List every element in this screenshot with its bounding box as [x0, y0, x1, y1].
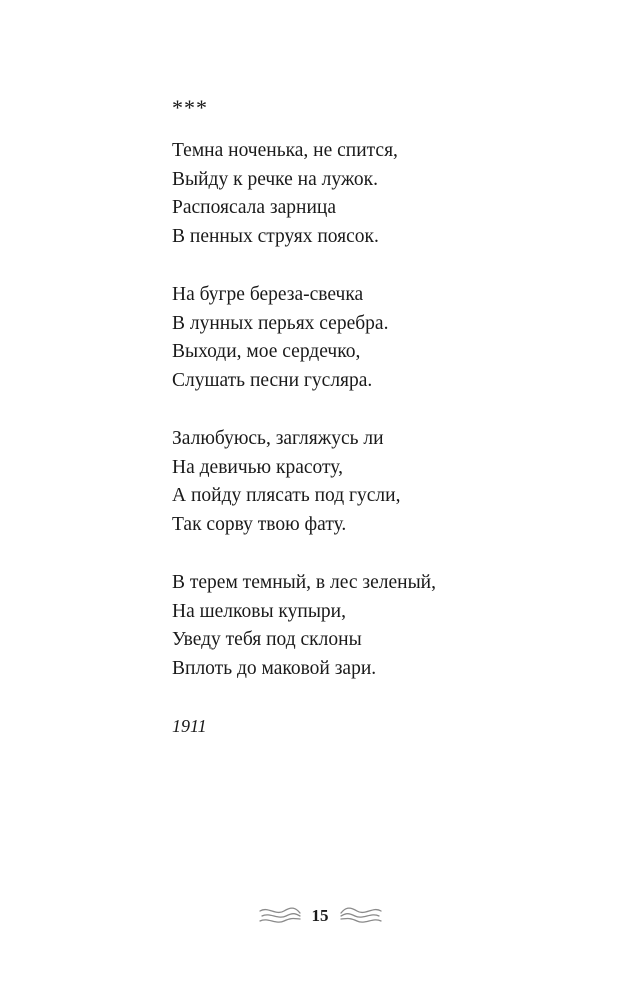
poem-line: Слушать песни гусляра. [172, 369, 373, 391]
poem-line: На шелковы купыри, [172, 600, 346, 622]
poem-line: Выйду к речке на лужок. [172, 168, 378, 190]
poem-line: Вплоть до маковой зари. [172, 657, 377, 679]
poem-line: В пенных струях поясок. [172, 225, 379, 247]
stanza-2 [172, 281, 592, 395]
poem-line: На бугре береза-свечка [172, 284, 364, 305]
poem-line: В лунных перьях серебра. [172, 312, 389, 334]
page-number: 15 [311, 906, 329, 925]
wave-flourish-icon [258, 905, 302, 927]
wave-flourish-icon [339, 905, 383, 927]
poem-line: Залюбуюсь, загляжусь ли [172, 428, 384, 449]
poem-separator: *** [172, 95, 208, 120]
poem-line: Так сорву твою фату. [172, 513, 347, 535]
poem-line: Темна ноченька, не спится, [172, 140, 398, 161]
poem-line: В терем темный, в лес зеленый, [172, 572, 436, 593]
poem-line: На девичью красоту, [172, 456, 343, 478]
page-footer [0, 902, 640, 930]
poem-line: А пойду плясать под гусли, [172, 485, 401, 506]
poem [172, 93, 592, 739]
poem-date: 1911 [172, 716, 207, 736]
stanza-4 [172, 569, 592, 683]
poem-line: Уведу тебя под склоны [172, 629, 362, 650]
poem-line: Выходи, мое сердечко, [172, 341, 361, 362]
stanza-3 [172, 425, 592, 539]
poem-line: Распоясала зарница [172, 197, 336, 218]
stanza-1 [172, 137, 592, 251]
